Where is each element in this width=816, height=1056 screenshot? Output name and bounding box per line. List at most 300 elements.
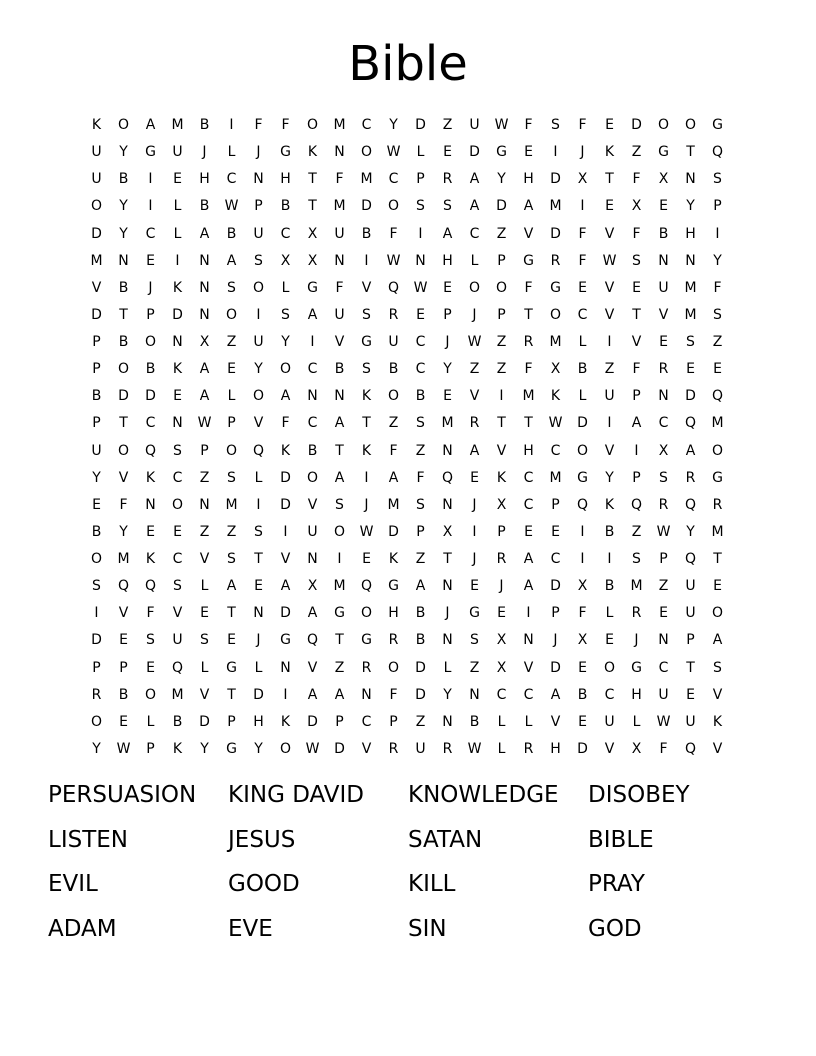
grid-letter: R: [442, 171, 453, 188]
grid-letter: X: [577, 171, 588, 188]
grid-letter: G: [496, 144, 507, 161]
grid-letter: U: [307, 523, 318, 540]
grid-letter: J: [472, 496, 477, 513]
grid-letter: Z: [199, 523, 210, 540]
grid-letter: E: [497, 605, 506, 622]
grid-letter: C: [550, 442, 561, 459]
grid-letter: C: [577, 306, 588, 323]
grid-row: [83, 465, 731, 492]
grid-letter: J: [445, 605, 450, 622]
grid-letter: Z: [226, 523, 237, 540]
grid-letter: Z: [226, 334, 237, 351]
grid-letter: A: [523, 578, 534, 595]
grid-letter: I: [310, 334, 315, 351]
grid-letter: O: [657, 117, 670, 134]
grid-letter: S: [470, 632, 479, 649]
grid-letter: N: [172, 415, 183, 432]
grid-letter: V: [307, 496, 318, 513]
grid-letter: P: [146, 740, 155, 757]
word-bank-item: ADAM: [48, 915, 117, 942]
grid-letter: U: [469, 117, 480, 134]
grid-letter: K: [280, 442, 291, 459]
grid-letter: K: [172, 740, 183, 757]
grid-letter: O: [90, 198, 103, 215]
grid-letter: E: [443, 279, 452, 296]
grid-letter: G: [550, 279, 561, 296]
grid-letter: N: [145, 496, 156, 513]
grid-letter: C: [550, 551, 561, 568]
grid-letter: K: [91, 117, 102, 134]
grid-letter: U: [334, 225, 345, 242]
grid-letter: P: [119, 659, 128, 676]
grid-letter: H: [523, 442, 534, 459]
grid-letter: X: [442, 523, 453, 540]
grid-letter: X: [658, 171, 669, 188]
grid-letter: Q: [711, 388, 724, 405]
grid-letter: E: [227, 632, 236, 649]
grid-letter: Z: [712, 334, 723, 351]
grid-letter: A: [334, 469, 345, 486]
grid-letter: V: [604, 279, 615, 296]
grid-letter: Z: [415, 442, 426, 459]
grid-letter: M: [522, 388, 535, 405]
grid-row: [83, 438, 731, 465]
grid-letter: A: [685, 442, 696, 459]
grid-letter: M: [333, 198, 346, 215]
grid-letter: T: [254, 551, 263, 568]
grid-letter: Y: [119, 144, 128, 161]
grid-letter: Q: [171, 659, 184, 676]
grid-letter: L: [200, 578, 209, 595]
grid-letter: Q: [252, 442, 265, 459]
grid-letter: I: [94, 605, 99, 622]
grid-letter: V: [712, 686, 723, 703]
grid-letter: X: [307, 225, 318, 242]
grid-letter: N: [118, 252, 129, 269]
grid-letter: O: [576, 442, 589, 459]
grid-letter: L: [227, 388, 236, 405]
grid-row: [83, 519, 731, 546]
grid-row: [83, 492, 731, 519]
grid-letter: Q: [684, 740, 697, 757]
grid-letter: O: [387, 659, 400, 676]
grid-letter: P: [92, 361, 101, 378]
grid-letter: H: [523, 171, 534, 188]
grid-letter: K: [604, 144, 615, 161]
grid-letter: P: [551, 605, 560, 622]
grid-letter: Z: [496, 334, 507, 351]
grid-letter: J: [634, 632, 639, 649]
grid-letter: I: [499, 388, 504, 405]
grid-letter: A: [334, 415, 345, 432]
grid-letter: X: [199, 334, 210, 351]
grid-letter: I: [472, 523, 477, 540]
grid-letter: P: [713, 198, 722, 215]
grid-letter: G: [361, 632, 372, 649]
grid-letter: K: [712, 713, 723, 730]
grid-letter: P: [200, 442, 209, 459]
grid-row: [83, 736, 731, 763]
grid-letter: D: [577, 740, 588, 757]
grid-letter: O: [306, 469, 319, 486]
grid-letter: O: [225, 442, 238, 459]
grid-letter: S: [416, 198, 425, 215]
grid-letter: M: [684, 306, 697, 323]
grid-letter: W: [467, 334, 482, 351]
grid-letter: P: [389, 713, 398, 730]
word-bank-item: SIN: [408, 915, 447, 942]
grid-letter: I: [148, 198, 153, 215]
grid-letter: S: [227, 469, 236, 486]
grid-letter: F: [632, 361, 641, 378]
grid-letter: I: [148, 171, 153, 188]
grid-letter: P: [497, 306, 506, 323]
grid-letter: S: [551, 117, 560, 134]
grid-letter: O: [333, 523, 346, 540]
grid-letter: E: [578, 279, 587, 296]
grid-letter: L: [632, 713, 641, 730]
grid-letter: N: [658, 632, 669, 649]
grid-letter: D: [307, 713, 318, 730]
grid-letter: I: [580, 198, 585, 215]
grid-letter: W: [548, 415, 563, 432]
grid-letter: X: [496, 496, 507, 513]
grid-letter: Z: [442, 117, 453, 134]
grid-letter: Y: [605, 469, 614, 486]
grid-letter: C: [415, 334, 426, 351]
grid-letter: A: [307, 306, 318, 323]
grid-letter: D: [91, 632, 102, 649]
grid-letter: A: [523, 551, 534, 568]
grid-letter: X: [631, 740, 642, 757]
grid-letter: P: [416, 523, 425, 540]
grid-letter: N: [199, 279, 210, 296]
grid-letter: Y: [686, 198, 695, 215]
grid-letter: D: [685, 388, 696, 405]
grid-letter: B: [118, 279, 129, 296]
grid-letter: M: [711, 523, 724, 540]
grid-letter: F: [281, 415, 290, 432]
word-bank-item: LISTEN: [48, 826, 128, 853]
grid-letter: P: [92, 415, 101, 432]
grid-letter: D: [145, 388, 156, 405]
grid-letter: N: [199, 496, 210, 513]
grid-letter: C: [361, 117, 372, 134]
grid-letter: B: [307, 442, 318, 459]
grid-letter: W: [656, 713, 671, 730]
grid-letter: X: [280, 252, 291, 269]
grid-letter: F: [389, 225, 398, 242]
grid-letter: M: [171, 686, 184, 703]
grid-letter: F: [578, 252, 587, 269]
grid-letter: Y: [254, 740, 263, 757]
grid-letter: L: [146, 713, 155, 730]
grid-letter: W: [359, 523, 374, 540]
grid-letter: I: [256, 496, 261, 513]
grid-letter: K: [604, 496, 615, 513]
grid-letter: O: [468, 279, 481, 296]
grid-letter: V: [604, 306, 615, 323]
grid-letter: D: [415, 117, 426, 134]
grid-letter: P: [443, 306, 452, 323]
grid-letter: O: [711, 605, 724, 622]
grid-letter: X: [577, 632, 588, 649]
grid-letter: K: [280, 713, 291, 730]
grid-letter: N: [334, 252, 345, 269]
grid-letter: I: [526, 605, 531, 622]
grid-letter: C: [658, 415, 669, 432]
grid-letter: L: [254, 659, 263, 676]
grid-letter: B: [388, 361, 399, 378]
grid-letter: R: [91, 686, 102, 703]
grid-letter: O: [279, 361, 292, 378]
grid-letter: C: [361, 713, 372, 730]
grid-letter: F: [281, 117, 290, 134]
grid-letter: W: [386, 252, 401, 269]
grid-letter: Y: [389, 117, 398, 134]
grid-letter: S: [713, 659, 722, 676]
grid-letter: M: [387, 496, 400, 513]
grid-letter: J: [445, 334, 450, 351]
grid-letter: E: [659, 334, 668, 351]
grid-letter: P: [497, 252, 506, 269]
grid-letter: M: [333, 578, 346, 595]
grid-letter: N: [442, 496, 453, 513]
grid-letter: U: [685, 605, 696, 622]
grid-letter: S: [227, 279, 236, 296]
grid-letter: V: [469, 388, 480, 405]
grid-letter: B: [415, 388, 426, 405]
grid-letter: L: [497, 740, 506, 757]
grid-letter: E: [713, 578, 722, 595]
grid-letter: O: [225, 306, 238, 323]
grid-letter: C: [226, 171, 237, 188]
grid-letter: N: [199, 252, 210, 269]
grid-letter: E: [470, 578, 479, 595]
grid-letter: A: [280, 578, 291, 595]
grid-letter: C: [658, 659, 669, 676]
grid-letter: A: [226, 252, 237, 269]
grid-letter: O: [144, 334, 157, 351]
grid-letter: O: [117, 361, 130, 378]
grid-letter: P: [686, 632, 695, 649]
grid-row: [83, 627, 731, 654]
grid-letter: E: [713, 361, 722, 378]
grid-letter: V: [712, 740, 723, 757]
grid-letter: A: [199, 388, 210, 405]
grid-letter: F: [524, 279, 533, 296]
grid-letter: Q: [684, 551, 697, 568]
grid-letter: M: [711, 415, 724, 432]
grid-letter: E: [443, 144, 452, 161]
grid-letter: S: [254, 523, 263, 540]
grid-row: [83, 193, 731, 220]
grid-letter: S: [632, 551, 641, 568]
grid-letter: S: [443, 198, 452, 215]
grid-letter: S: [173, 578, 182, 595]
grid-row: [83, 383, 731, 410]
grid-letter: D: [280, 469, 291, 486]
grid-letter: P: [659, 551, 668, 568]
grid-letter: E: [173, 171, 182, 188]
grid-letter: U: [658, 279, 669, 296]
grid-letter: Y: [254, 361, 263, 378]
grid-letter: Y: [92, 469, 101, 486]
grid-letter: T: [632, 306, 641, 323]
grid-letter: Q: [387, 279, 400, 296]
grid-letter: A: [469, 171, 480, 188]
grid-letter: A: [415, 578, 426, 595]
grid-letter: B: [145, 361, 156, 378]
grid-letter: G: [523, 252, 534, 269]
grid-letter: R: [388, 306, 399, 323]
grid-letter: X: [631, 198, 642, 215]
grid-letter: V: [496, 442, 507, 459]
grid-letter: K: [145, 551, 156, 568]
grid-letter: I: [229, 117, 234, 134]
grid-letter: I: [607, 415, 612, 432]
grid-letter: C: [523, 686, 534, 703]
grid-letter: L: [578, 388, 587, 405]
grid-letter: O: [117, 442, 130, 459]
grid-row: [83, 275, 731, 302]
word-bank-item: PERSUASION: [48, 782, 197, 808]
word-bank-item: KNOWLEDGE: [408, 782, 559, 808]
grid-row: [83, 221, 731, 248]
grid-letter: G: [658, 144, 669, 161]
grid-letter: J: [553, 632, 558, 649]
grid-letter: L: [173, 225, 182, 242]
grid-letter: O: [711, 442, 724, 459]
grid-letter: O: [306, 117, 319, 134]
grid-letter: S: [416, 496, 425, 513]
grid-letter: A: [307, 605, 318, 622]
grid-letter: B: [199, 198, 210, 215]
grid-letter: Q: [144, 578, 157, 595]
grid-letter: S: [686, 334, 695, 351]
grid-letter: N: [253, 171, 264, 188]
grid-letter: W: [116, 740, 131, 757]
grid-letter: Y: [200, 740, 209, 757]
grid-letter: M: [90, 252, 103, 269]
grid-letter: G: [280, 144, 291, 161]
grid-letter: B: [118, 686, 129, 703]
grid-letter: C: [415, 361, 426, 378]
grid-row: [83, 139, 731, 166]
grid-letter: I: [175, 252, 180, 269]
grid-letter: I: [634, 442, 639, 459]
grid-letter: T: [605, 171, 614, 188]
grid-letter: E: [551, 523, 560, 540]
grid-letter: Y: [686, 523, 695, 540]
grid-letter: P: [227, 415, 236, 432]
grid-letter: C: [307, 415, 318, 432]
grid-letter: Q: [576, 496, 589, 513]
grid-letter: T: [362, 415, 371, 432]
grid-letter: R: [523, 334, 534, 351]
grid-letter: M: [549, 334, 562, 351]
grid-letter: N: [685, 171, 696, 188]
grid-letter: T: [227, 686, 236, 703]
grid-letter: W: [656, 523, 671, 540]
grid-letter: Q: [684, 496, 697, 513]
grid-letter: E: [200, 605, 209, 622]
grid-letter: V: [199, 686, 210, 703]
grid-letter: P: [551, 496, 560, 513]
grid-letter: N: [307, 551, 318, 568]
grid-letter: U: [172, 144, 183, 161]
grid-letter: F: [254, 117, 263, 134]
grid-row: [83, 112, 731, 139]
grid-row: [83, 573, 731, 600]
grid-letter: K: [307, 144, 318, 161]
grid-letter: T: [497, 415, 506, 432]
grid-letter: N: [334, 144, 345, 161]
grid-letter: G: [469, 605, 480, 622]
grid-letter: G: [631, 659, 642, 676]
grid-letter: I: [553, 144, 558, 161]
grid-letter: G: [361, 334, 372, 351]
grid-letter: N: [658, 388, 669, 405]
grid-letter: L: [605, 605, 614, 622]
grid-letter: X: [658, 442, 669, 459]
grid-letter: O: [252, 388, 265, 405]
grid-row: [83, 410, 731, 437]
grid-letter: Q: [684, 415, 697, 432]
grid-letter: T: [308, 171, 317, 188]
grid-letter: V: [118, 469, 129, 486]
grid-letter: P: [227, 713, 236, 730]
grid-letter: B: [577, 361, 588, 378]
grid-letter: A: [631, 415, 642, 432]
grid-letter: L: [497, 713, 506, 730]
grid-letter: J: [472, 551, 477, 568]
grid-letter: B: [118, 171, 129, 188]
grid-letter: H: [199, 171, 210, 188]
grid-letter: J: [472, 306, 477, 323]
grid-letter: C: [145, 225, 156, 242]
grid-letter: N: [361, 686, 372, 703]
grid-letter: H: [253, 713, 264, 730]
grid-letter: S: [335, 496, 344, 513]
grid-letter: P: [632, 469, 641, 486]
grid-letter: T: [686, 659, 695, 676]
grid-letter: B: [469, 713, 480, 730]
grid-row: [83, 248, 731, 275]
grid-letter: A: [199, 225, 210, 242]
grid-letter: V: [118, 605, 129, 622]
grid-letter: E: [605, 198, 614, 215]
grid-letter: Z: [388, 415, 399, 432]
grid-letter: F: [389, 442, 398, 459]
grid-letter: H: [685, 225, 696, 242]
word-bank-item: SATAN: [408, 826, 483, 853]
grid-letter: K: [172, 279, 183, 296]
grid-letter: D: [199, 713, 210, 730]
grid-letter: D: [550, 578, 561, 595]
grid-letter: T: [713, 551, 722, 568]
grid-letter: Z: [199, 469, 210, 486]
grid-letter: V: [334, 334, 345, 351]
grid-letter: I: [283, 686, 288, 703]
grid-letter: C: [280, 225, 291, 242]
grid-letter: V: [91, 279, 102, 296]
grid-letter: R: [361, 659, 372, 676]
grid-letter: D: [469, 144, 480, 161]
grid-letter: H: [388, 605, 399, 622]
grid-letter: M: [117, 551, 130, 568]
grid-letter: L: [173, 198, 182, 215]
